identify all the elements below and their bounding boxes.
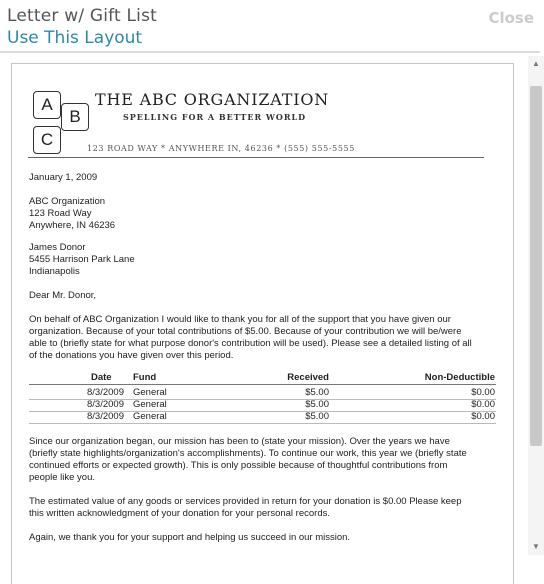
- recipient-line: James Donor: [29, 242, 86, 253]
- logo-box-b: B: [61, 103, 89, 131]
- cell-date: 8/3/2009: [87, 411, 124, 422]
- logo-box-c: C: [33, 126, 61, 154]
- letter-date: January 1, 2009: [29, 172, 98, 183]
- column-header-fund: Fund: [133, 372, 157, 383]
- cell-date: 8/3/2009: [87, 399, 124, 410]
- triangle-up-icon[interactable]: ▲: [532, 59, 540, 68]
- cell-fund: General: [133, 399, 167, 410]
- recipient-block: [29, 242, 497, 278]
- paragraph-line: On behalf of ABC Organization I would like to thank you for all of the support that you have given our: [29, 314, 451, 325]
- sender-block: [29, 196, 497, 232]
- letter-page: [11, 63, 514, 584]
- paragraph-line: organization. Because of your total contributions of $5.00. Because of your contribution we will be/were: [29, 326, 462, 337]
- close-button[interactable]: Close: [488, 9, 534, 27]
- cell-received: $5.00: [305, 387, 329, 398]
- header-divider: [0, 51, 540, 53]
- dialog-header: [0, 0, 544, 52]
- table-header-rule: [29, 384, 496, 385]
- use-this-layout-link[interactable]: Use This Layout: [7, 28, 143, 48]
- paragraph-line: Again, we thank you for your support and helping us succeed in our mission.: [29, 532, 351, 543]
- cell-nondeductible: $0.00: [471, 411, 495, 422]
- table-row: [29, 399, 496, 411]
- cell-date: 8/3/2009: [87, 387, 124, 398]
- sender-line: Anywhere, IN 46236: [29, 220, 116, 231]
- column-header-date: Date: [91, 372, 112, 383]
- paragraph-line: able to (briefly state for what purpose donor's contribution will be used). Please see a detailed listing of all: [29, 338, 472, 349]
- dialog-title: Letter w/ Gift List: [7, 6, 158, 26]
- sender-line: 123 Road Way: [29, 208, 92, 219]
- paragraph-line: people like you.: [29, 472, 96, 483]
- cell-fund: General: [133, 387, 167, 398]
- recipient-line: Indianapolis: [29, 266, 80, 277]
- org-name: THE ABC ORGANIZATION: [95, 90, 330, 109]
- paragraph-mission: [29, 436, 497, 484]
- salutation: Dear Mr. Donor,: [29, 290, 97, 301]
- vertical-scrollbar[interactable]: [528, 56, 544, 555]
- paragraph-line: The estimated value of any goods or services provided in return for your donation is $0.00 Please keep: [29, 496, 462, 507]
- letterhead-divider: [28, 157, 484, 158]
- recipient-line: 5455 Harrison Park Lane: [29, 254, 135, 265]
- logo-box-a: A: [33, 91, 61, 119]
- sender-line: ABC Organization: [29, 196, 106, 207]
- paragraph-line: continued efforts or expected growth). This is only possible because of thoughtful contributions from: [29, 460, 448, 471]
- paragraph-line: this written acknowledgment of your donation for your personal records.: [29, 508, 330, 519]
- paragraph-line: Since our organization began, our mission has been to (state your mission). Over the years we have: [29, 436, 450, 447]
- table-row: [29, 387, 496, 399]
- triangle-down-icon[interactable]: ▼: [532, 542, 540, 551]
- cell-nondeductible: $0.00: [471, 387, 495, 398]
- cell-nondeductible: $0.00: [471, 399, 495, 410]
- cell-fund: General: [133, 411, 167, 422]
- paragraph-line: of the donations you have given over this period.: [29, 350, 234, 361]
- cell-received: $5.00: [305, 411, 329, 422]
- paragraph-tax: [29, 496, 497, 520]
- column-header-nondeductible: Non-Deductible: [424, 372, 495, 383]
- table-row: [29, 411, 496, 423]
- preview-viewer[interactable]: [0, 56, 544, 555]
- column-header-received: Received: [287, 372, 329, 383]
- paragraph-intro: [29, 314, 497, 362]
- paragraph-closing: [29, 532, 497, 544]
- cell-received: $5.00: [305, 399, 329, 410]
- org-address: 123 ROAD WAY * ANYWHERE IN, 46236 * (555) 555-5555: [87, 144, 355, 153]
- scrollbar-thumb[interactable]: [530, 86, 542, 446]
- row-divider: [29, 423, 496, 424]
- paragraph-line: (briefly state highlights/organization's accomplishments). To continue our work, this year we (briefly state: [29, 448, 467, 459]
- org-tagline: SPELLING FOR A BETTER WORLD: [123, 112, 307, 122]
